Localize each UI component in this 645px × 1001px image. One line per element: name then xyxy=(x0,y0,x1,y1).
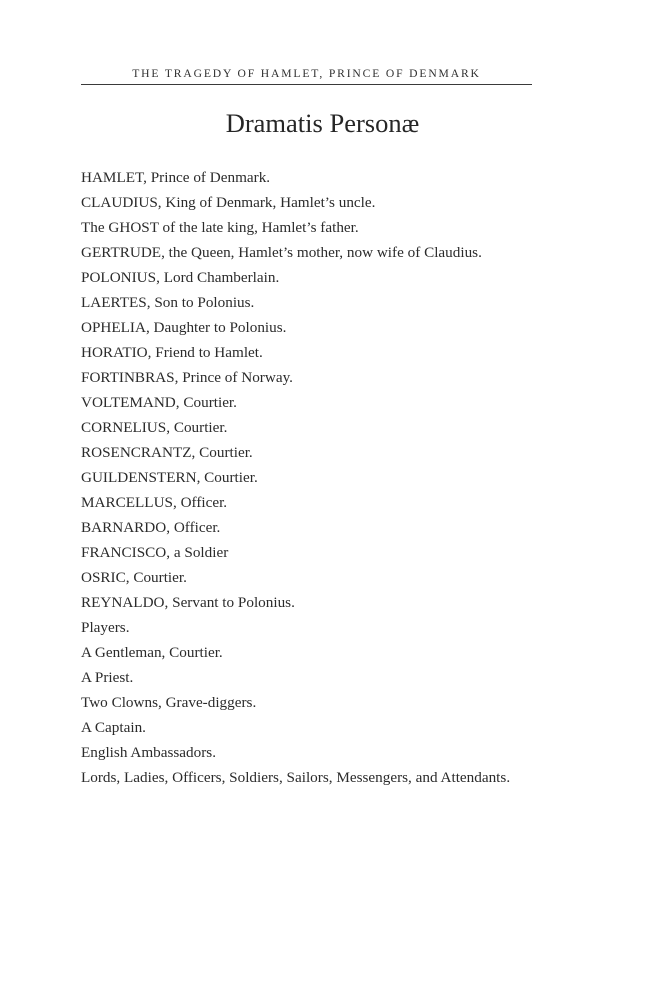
cast-item: ROSENCRANTZ, Courtier. xyxy=(81,444,253,461)
cast-item: English Ambassadors. xyxy=(81,744,216,761)
cast-item: CLAUDIUS, King of Denmark, Hamlet’s uncle. xyxy=(81,194,376,211)
cast-item: The GHOST of the late king, Hamlet’s father. xyxy=(81,219,359,236)
cast-item: CORNELIUS, Courtier. xyxy=(81,419,228,436)
cast-item: FORTINBRAS, Prince of Norway. xyxy=(81,369,293,386)
cast-item: LAERTES, Son to Polonius. xyxy=(81,294,255,311)
cast-item: A Captain. xyxy=(81,719,146,736)
cast-item: Two Clowns, Grave-diggers. xyxy=(81,694,257,711)
cast-item: MARCELLUS, Officer. xyxy=(81,494,228,511)
cast-item: REYNALDO, Servant to Polonius. xyxy=(81,594,295,611)
cast-item: HAMLET, Prince of Denmark. xyxy=(81,169,271,186)
running-header: THE TRAGEDY OF HAMLET, PRINCE OF DENMARK xyxy=(81,66,532,85)
cast-item: Lords, Ladies, Officers, Soldiers, Sailors, Messengers, and Attendants. xyxy=(81,769,511,786)
cast-item: GUILDENSTERN, Courtier. xyxy=(81,469,258,486)
cast-item: BARNARDO, Officer. xyxy=(81,519,221,536)
cast-item: OSRIC, Courtier. xyxy=(81,569,187,586)
cast-item: VOLTEMAND, Courtier. xyxy=(81,394,237,411)
cast-item: A Priest. xyxy=(81,669,134,686)
cast-item: FRANCISCO, a Soldier xyxy=(81,544,229,561)
cast-item: OPHELIA, Daughter to Polonius. xyxy=(81,319,287,336)
cast-list xyxy=(81,168,531,793)
cast-item: Players. xyxy=(81,619,130,636)
cast-item: A Gentleman, Courtier. xyxy=(81,644,223,661)
cast-item: GERTRUDE, the Queen, Hamlet’s mother, now wife of Claudius. xyxy=(81,244,482,261)
cast-item: HORATIO, Friend to Hamlet. xyxy=(81,344,263,361)
page-title: Dramatis Personæ xyxy=(225,108,420,138)
cast-item: POLONIUS, Lord Chamberlain. xyxy=(81,269,280,286)
